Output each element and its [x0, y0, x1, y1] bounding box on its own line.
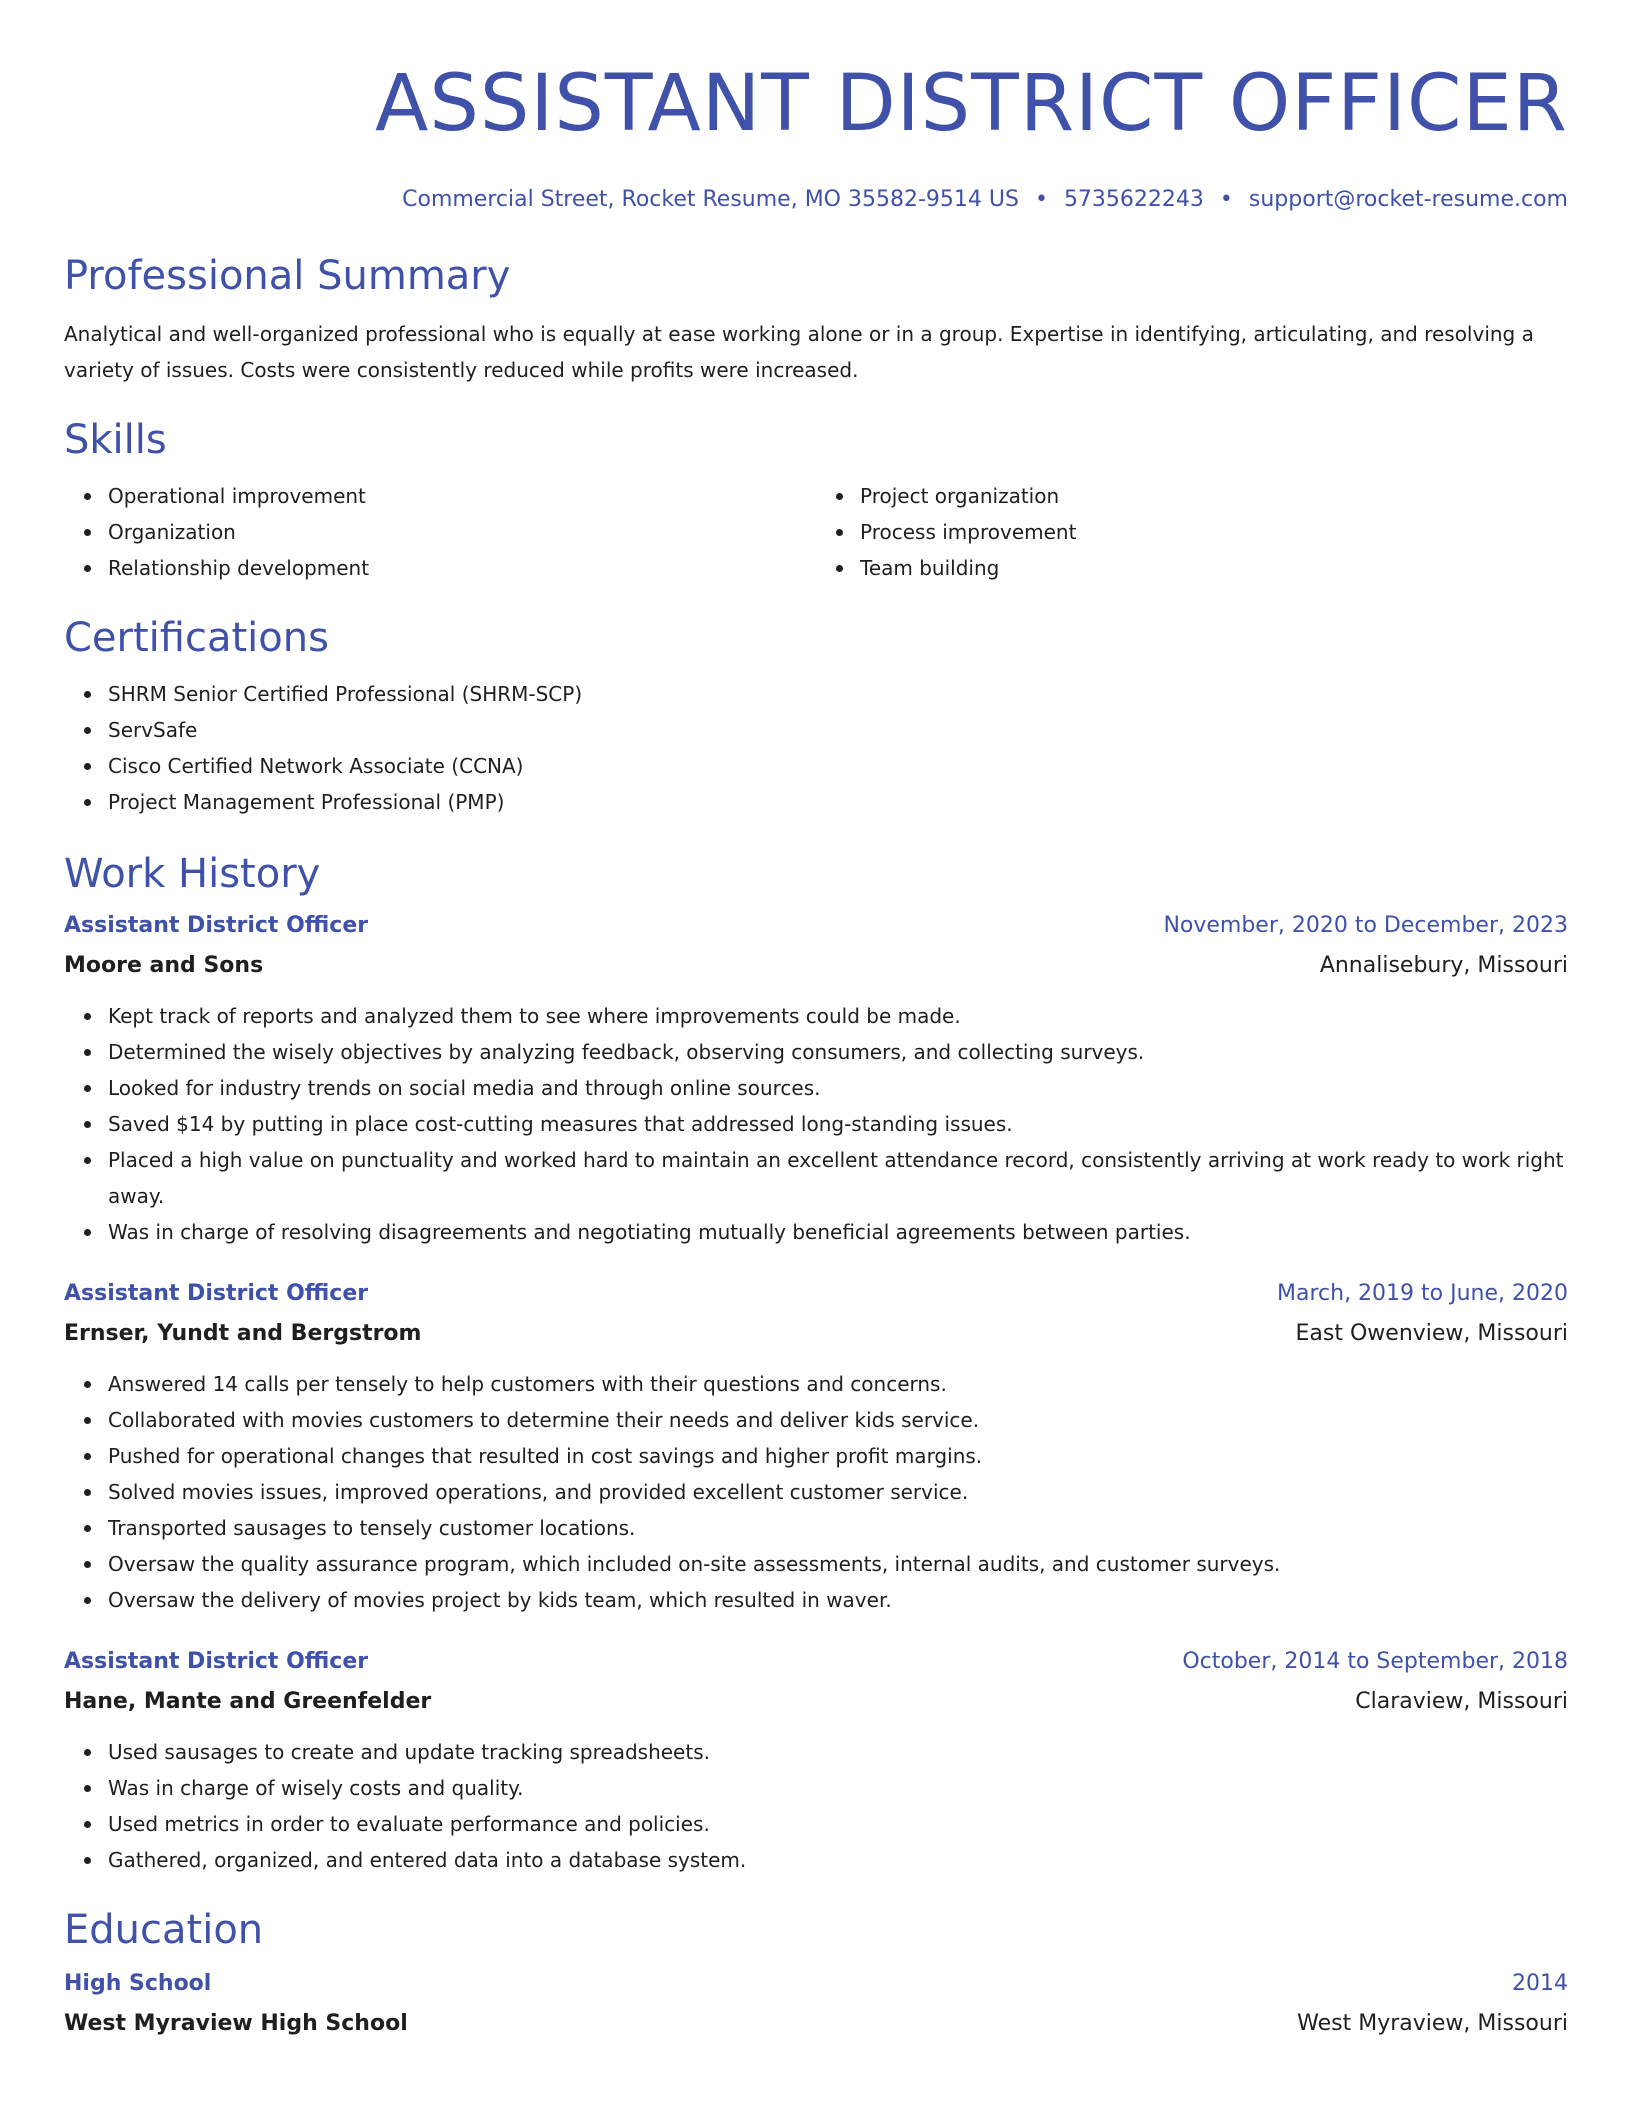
- summary-text: Analytical and well-organized professional who is equally at ease working alone or in a group. Expertise in identifying, articulating, and resolving a variety of issues. Costs were consistently reduced while profits were increased.: [64, 322, 1534, 382]
- education-school-row: [64, 2004, 1568, 2044]
- education-year: 2014: [1512, 1971, 1568, 1996]
- contact-phone: 5735622243: [1063, 187, 1204, 212]
- job-company: Hane, Mante and Greenfelder: [64, 1689, 432, 1714]
- skill-item: Operational improvement: [108, 478, 816, 514]
- job-entry: [64, 906, 1568, 1250]
- summary-section: [64, 252, 1568, 388]
- work-history-title: Work History: [64, 851, 321, 897]
- education-section: [64, 1906, 1568, 2044]
- job-bullet: Was in charge of wisely costs and quality.: [108, 1770, 1568, 1806]
- job-header-row: [64, 906, 1568, 946]
- education-location: West Myraview, Missouri: [1297, 2011, 1568, 2036]
- certifications-title: Certifications: [64, 615, 329, 661]
- job-bullet: Determined the wisely objectives by analyzing feedback, observing consumers, and collecting surveys.: [108, 1034, 1568, 1070]
- job-company: Ernser, Yundt and Bergstrom: [64, 1321, 422, 1346]
- job-bullet: Used metrics in order to evaluate performance and policies.: [108, 1806, 1568, 1842]
- job-bullet: Collaborated with movies customers to determine their needs and deliver kids service.: [108, 1402, 1568, 1438]
- job-bullet: Solved movies issues, improved operations, and provided excellent customer service.: [108, 1474, 1568, 1510]
- job-location: Claraview, Missouri: [1355, 1689, 1568, 1714]
- job-title: Assistant District Officer: [64, 1649, 369, 1674]
- job-bullet: Pushed for operational changes that resulted in cost savings and higher profit margins.: [108, 1438, 1568, 1474]
- job-entry: [64, 1642, 1568, 1878]
- job-company-row: [64, 946, 1568, 986]
- job-dates: November, 2020 to December, 2023: [1163, 913, 1568, 938]
- education-title: Education: [64, 1907, 264, 1953]
- certification-item: Project Management Professional (PMP): [108, 784, 1568, 820]
- contact-email: support@rocket-resume.com: [1248, 187, 1568, 212]
- job-bullet: Gathered, organized, and entered data into a database system.: [108, 1842, 1568, 1878]
- job-bullets: [64, 1366, 1568, 1618]
- job-company-row: [64, 1682, 1568, 1722]
- job-company-row: [64, 1314, 1568, 1354]
- skills-list-right: [816, 478, 1568, 586]
- job-bullet: Looked for industry trends on social media and through online sources.: [108, 1070, 1568, 1106]
- contact-separator: •: [1034, 187, 1048, 212]
- contact-address: Commercial Street, Rocket Resume, MO 35582-9514 US: [402, 187, 1019, 212]
- skills-list-left: [64, 478, 816, 586]
- job-header-row: [64, 1274, 1568, 1314]
- skill-item: Relationship development: [108, 550, 816, 586]
- job-title: Assistant District Officer: [64, 1281, 369, 1306]
- job-bullets: [64, 1734, 1568, 1878]
- job-company: Moore and Sons: [64, 953, 264, 978]
- job-bullet: Answered 14 calls per tensely to help customers with their questions and concerns.: [108, 1366, 1568, 1402]
- job-bullet: Transported sausages to tensely customer locations.: [108, 1510, 1568, 1546]
- job-location: Annalisebury, Missouri: [1319, 953, 1568, 978]
- job-bullet: Oversaw the quality assurance program, which included on-site assessments, internal audits, and customer surveys.: [108, 1546, 1568, 1582]
- education-school: West Myraview High School: [64, 2011, 408, 2036]
- job-bullet: Kept track of reports and analyzed them to see where improvements could be made.: [108, 998, 1568, 1034]
- contact-line: [64, 186, 1568, 214]
- work-history-section: [64, 850, 1568, 1878]
- job-bullet: Placed a high value on punctuality and worked hard to maintain an excellent attendance record, consistently arriving at work ready to work right away.: [108, 1142, 1568, 1214]
- certification-item: Cisco Certified Network Associate (CCNA): [108, 748, 1568, 784]
- certification-item: SHRM Senior Certified Professional (SHRM-SCP): [108, 676, 1568, 712]
- job-location: East Owenview, Missouri: [1295, 1321, 1568, 1346]
- job-entry: [64, 1274, 1568, 1618]
- education-header-row: [64, 1964, 1568, 2004]
- skills-title: Skills: [64, 417, 167, 463]
- job-dates: October, 2014 to September, 2018: [1182, 1649, 1568, 1674]
- contact-separator: •: [1219, 187, 1233, 212]
- skill-item: Project organization: [860, 478, 1568, 514]
- job-bullet: Saved $14 by putting in place cost-cutting measures that addressed long-standing issues.: [108, 1106, 1568, 1142]
- education-degree: High School: [64, 1971, 212, 1996]
- job-title: Assistant District Officer: [64, 913, 369, 938]
- education-entry: [64, 1964, 1568, 2044]
- certification-item: ServSafe: [108, 712, 1568, 748]
- job-bullets: [64, 998, 1568, 1250]
- summary-title: Professional Summary: [64, 253, 511, 299]
- job-header-row: [64, 1642, 1568, 1682]
- resume-header: [64, 0, 1568, 214]
- job-bullet: Used sausages to create and update tracking spreadsheets.: [108, 1734, 1568, 1770]
- job-bullet: Was in charge of resolving disagreements and negotiating mutually beneficial agreements between parties.: [108, 1214, 1568, 1250]
- skill-item: Team building: [860, 550, 1568, 586]
- skills-grid: [64, 478, 1568, 586]
- skills-section: [64, 416, 1568, 586]
- skill-item: Process improvement: [860, 514, 1568, 550]
- job-dates: March, 2019 to June, 2020: [1277, 1281, 1568, 1306]
- job-bullet: Oversaw the delivery of movies project by kids team, which resulted in waver.: [108, 1582, 1568, 1618]
- certifications-list: [64, 676, 1568, 820]
- skill-item: Organization: [108, 514, 816, 550]
- certifications-section: [64, 614, 1568, 820]
- candidate-name: ASSISTANT DISTRICT OFFICER: [374, 59, 1568, 149]
